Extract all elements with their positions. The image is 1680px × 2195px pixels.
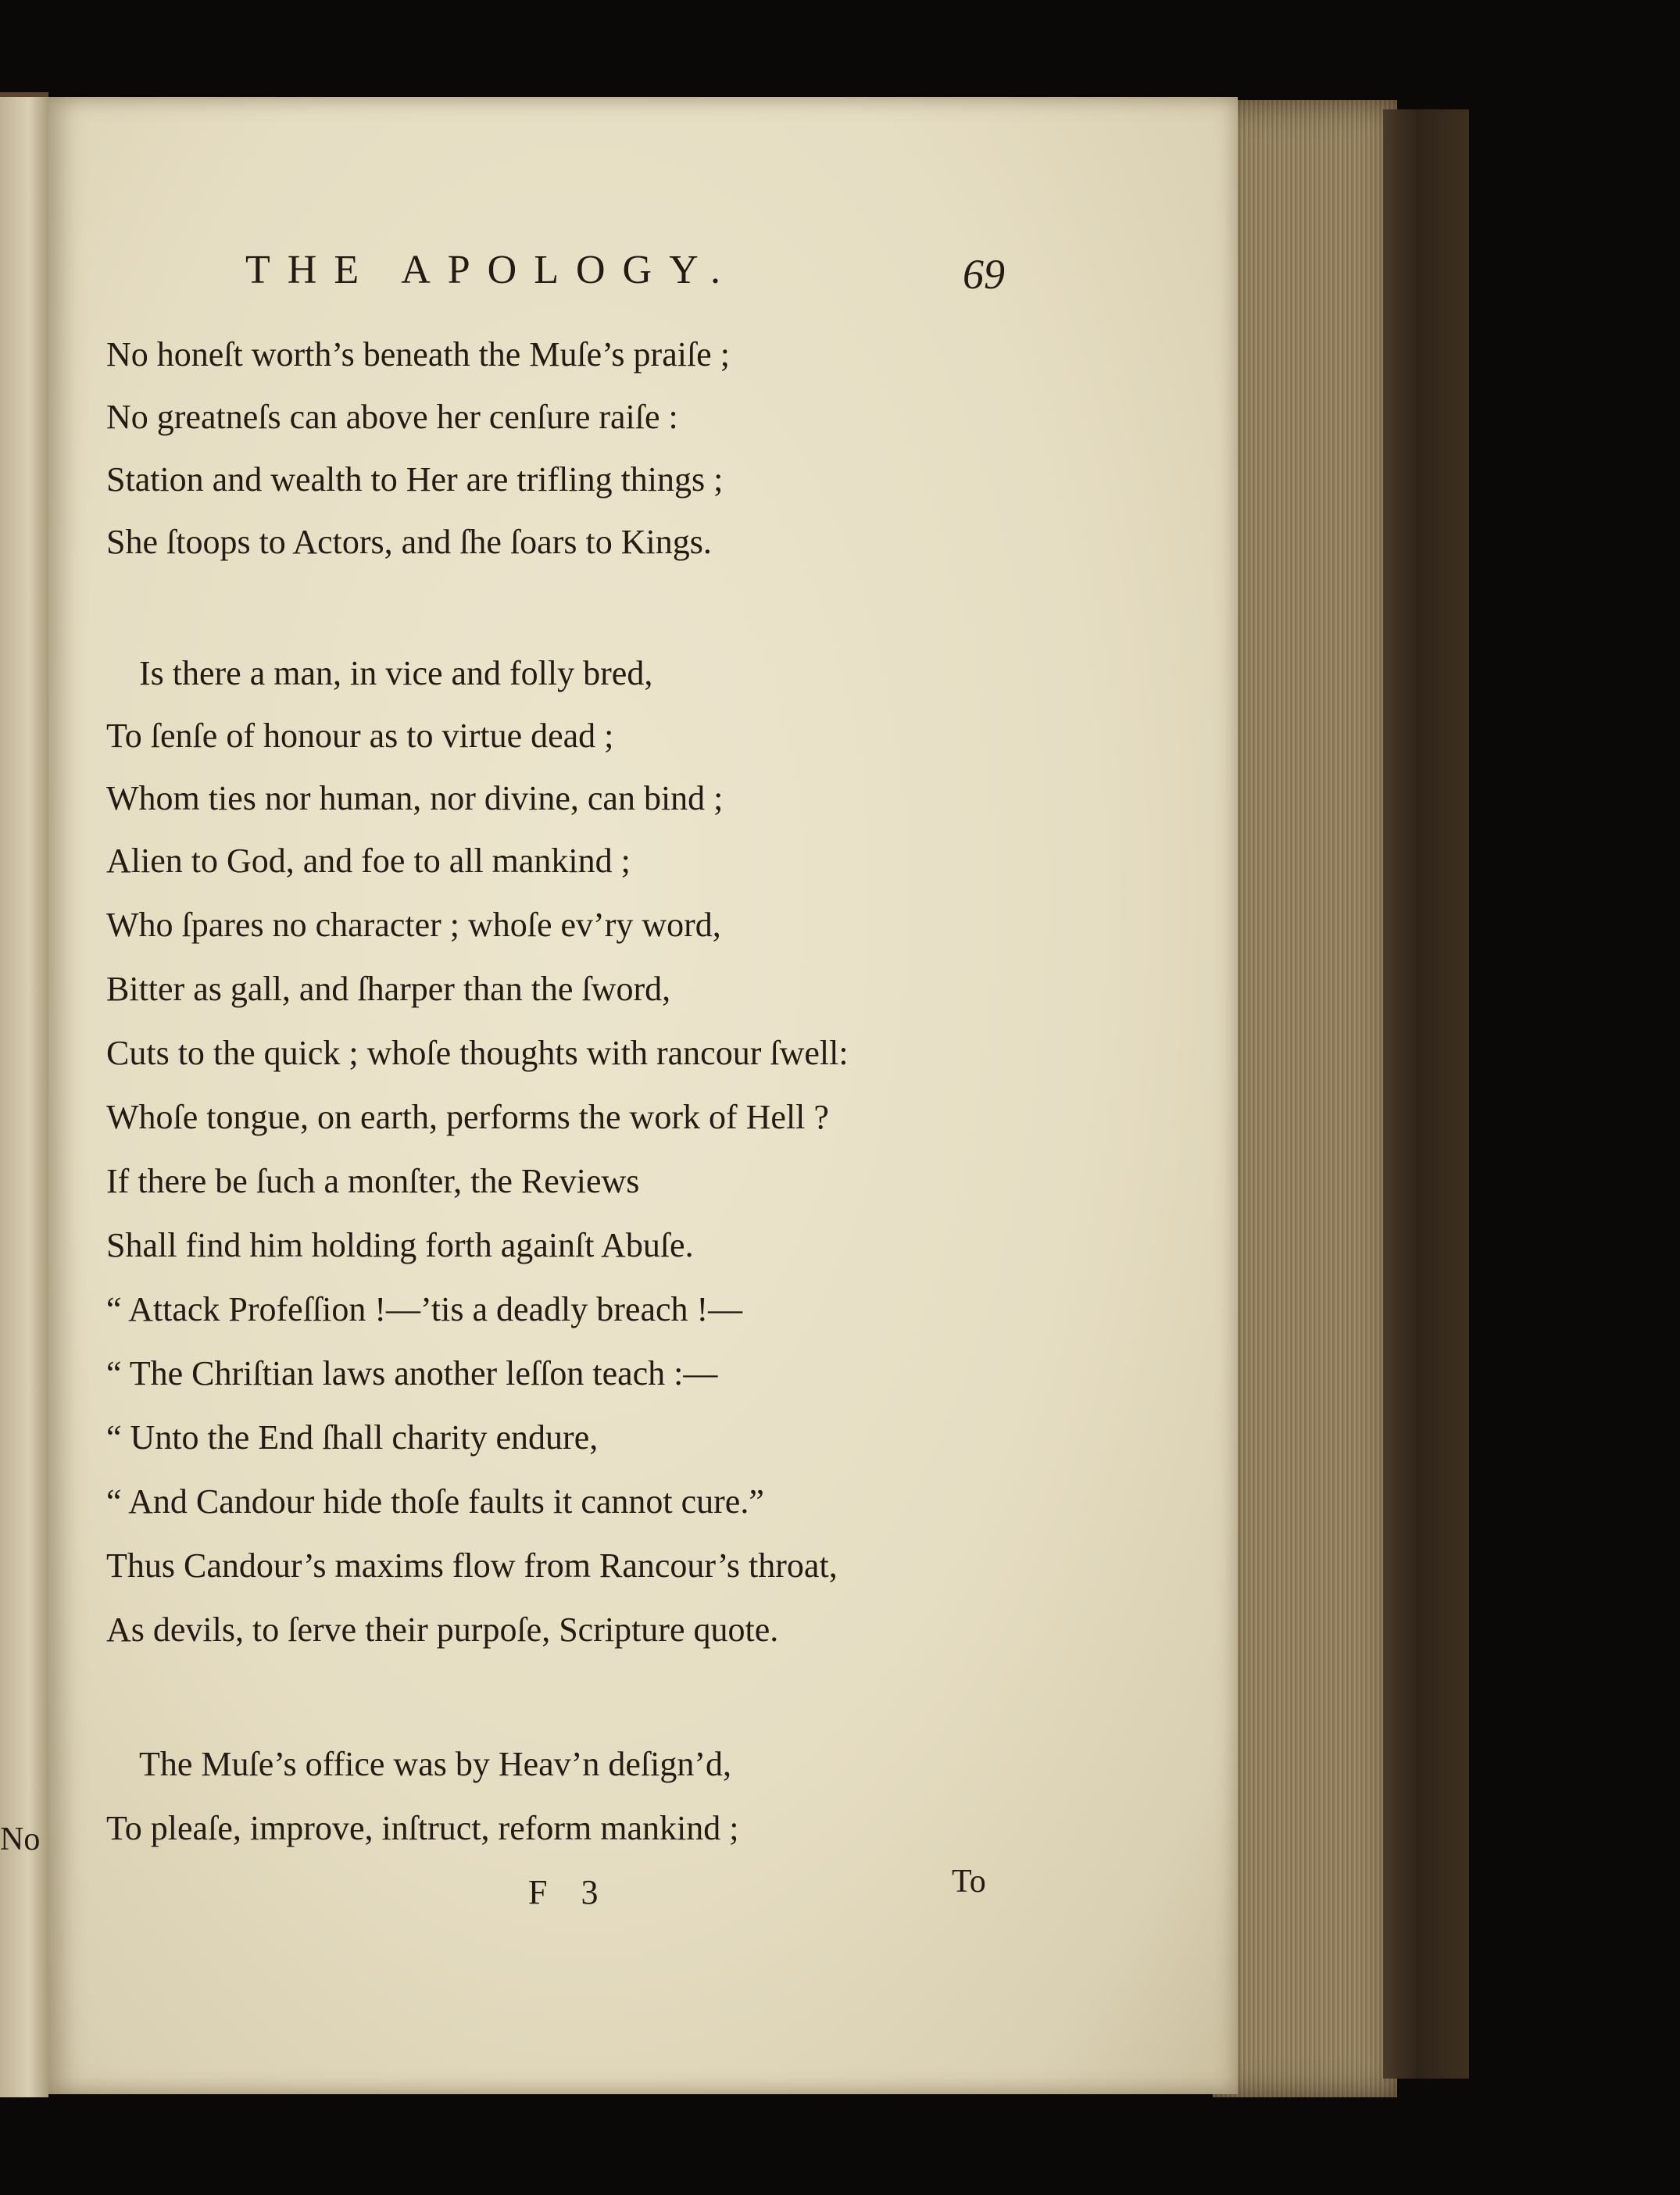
poem-line: Cuts to the quick ; whoſe thoughts with rancour ſwell: [106,1034,849,1072]
poem-line: Whom ties nor human, nor divine, can bind ; [106,779,724,817]
poem-line: Thus Candour’s maxims flow from Rancour’s throat, [106,1546,838,1585]
poem-line: No greatneſs can above her cenſure raiſe : [106,398,678,436]
poem-line: Shall find him holding forth againſt Abuſe. [106,1226,694,1264]
signature-mark: F 3 [528,1873,611,1911]
poem-line: Bitter as gall, and ſharper than the ſword, [106,970,671,1008]
page-edges [1213,100,1397,2097]
poem-line: No honeſt worth’s beneath the Muſe’s praiſe ; [106,335,730,374]
poem-line: If there be ſuch a monſter, the Reviews [106,1162,640,1200]
previous-page-catchword: No [0,1821,41,1857]
previous-page-edge [0,92,48,2097]
poem-line: Station and wealth to Her are trifling things ; [106,460,724,499]
poem-line: To ſenſe of honour as to virtue dead ; [106,717,614,755]
poem-line: “ Attack Profeſſion !—’tis a deadly breach !— [106,1290,743,1328]
poem-line: She ſtoops to Actors, and ſhe ſoars to Kings. [106,523,712,561]
page-number: 69 [963,251,1005,298]
poem-line: Who ſpares no character ; whoſe ev’ry word, [106,906,721,944]
poem-line: To pleaſe, improve, inſtruct, reform mankind ; [106,1809,739,1847]
catchword: To [952,1864,986,1900]
poem-line: Is there a man, in vice and folly bred, [139,654,653,692]
poem-line: Whoſe tongue, on earth, performs the work of Hell ? [106,1098,829,1136]
poem-line: “ And Candour hide thoſe faults it cannot cure.” [106,1482,764,1521]
book-cover [1383,109,1469,2079]
poem-line: “ Unto the End ſhall charity endure, [106,1418,599,1457]
poem-line: “ The Chriſtian laws another leſſon teach :— [106,1354,718,1392]
poem-line: The Muſe’s office was by Heav’n deſign’d, [139,1745,731,1783]
running-head: THE APOLOGY. [245,248,738,292]
poem-line: As devils, to ſerve their purpoſe, Scripture quote. [106,1611,779,1649]
poem-line: Alien to God, and foe to all mankind ; [106,842,631,880]
